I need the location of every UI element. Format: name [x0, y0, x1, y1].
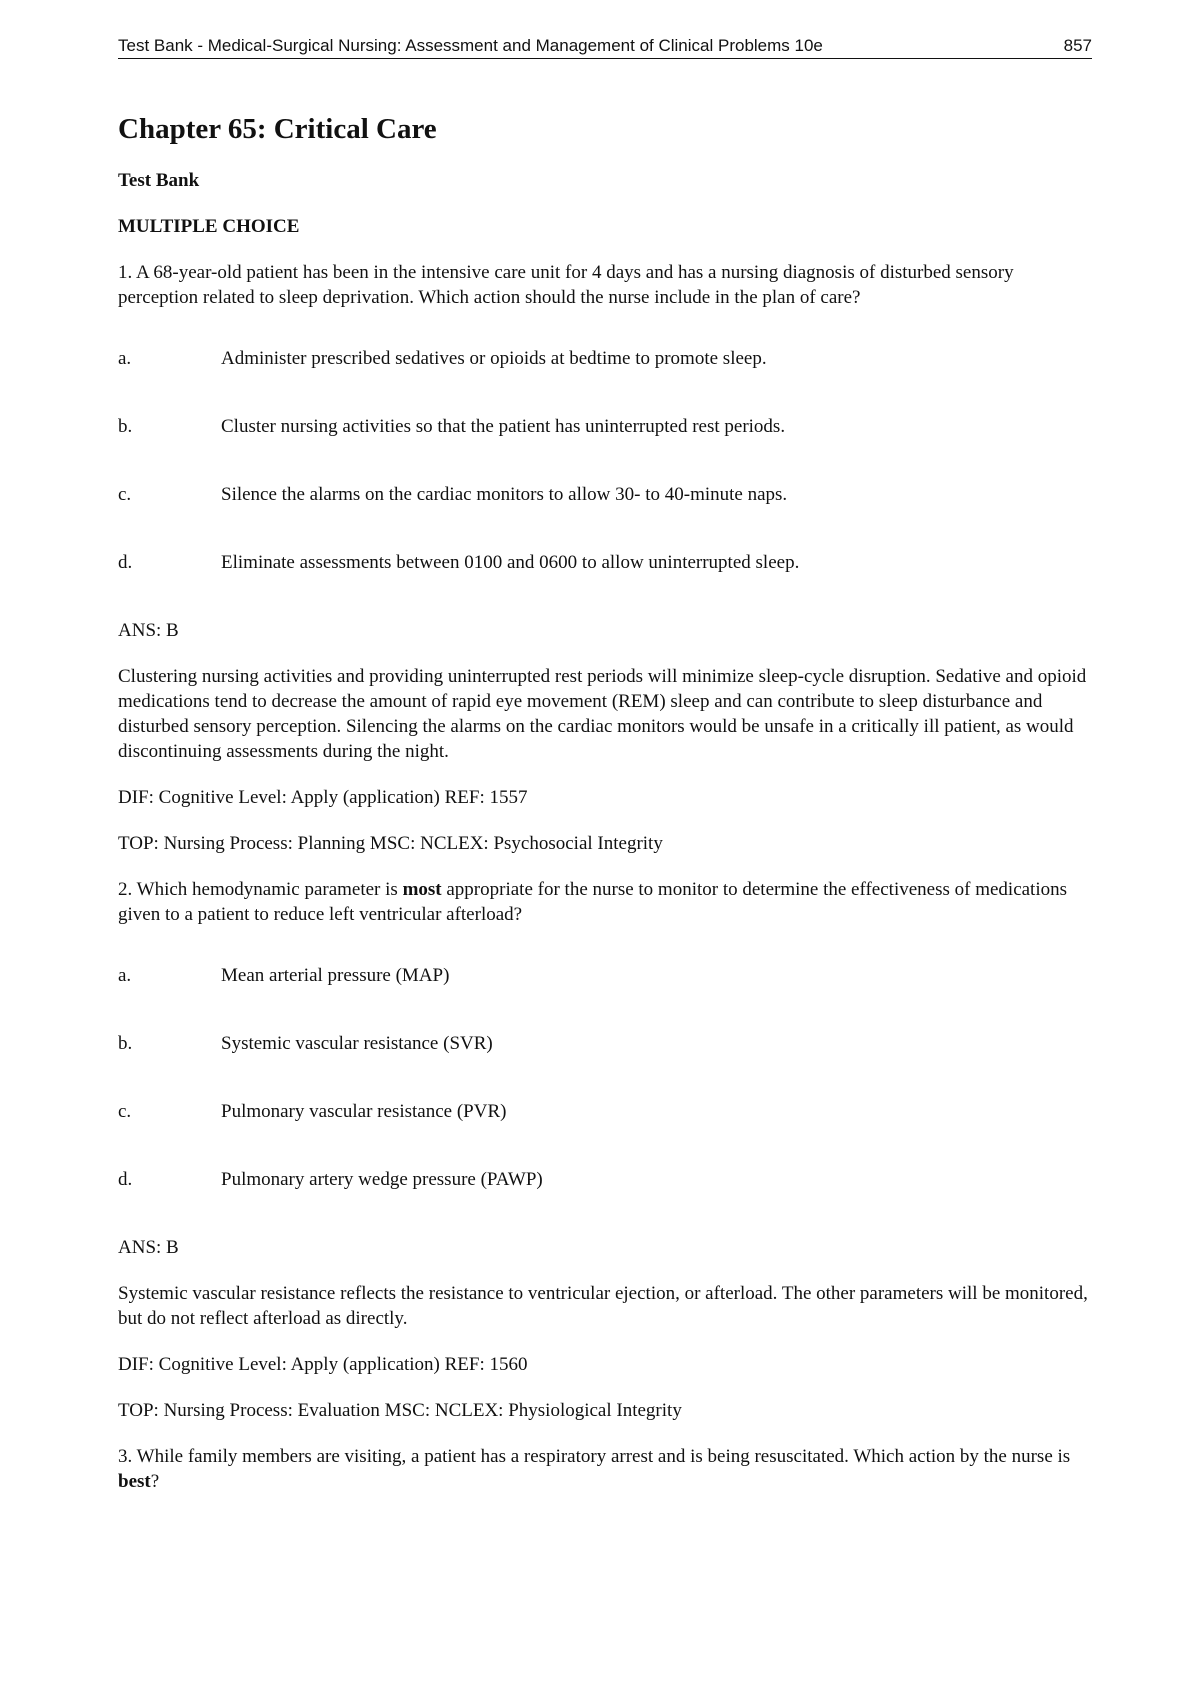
option-letter: d.	[118, 1169, 133, 1190]
topic-category: TOP: Nursing Process: Planning MSC: NCLEX: Psychosocial Integrity	[118, 833, 663, 854]
option-item	[118, 346, 1092, 371]
option-letter: c.	[118, 484, 132, 505]
option-text: Cluster nursing activities so that the patient has uninterrupted rest periods.	[221, 416, 786, 437]
option-letter: d.	[118, 552, 133, 573]
subtitle: Test Bank	[118, 170, 200, 191]
document-body	[118, 112, 1092, 1518]
answer-key: ANS: B	[118, 620, 179, 641]
option-item	[118, 550, 1092, 575]
option-text: Mean arterial pressure (MAP)	[221, 965, 450, 986]
option-letter: c.	[118, 1101, 132, 1122]
option-item	[118, 1099, 1092, 1124]
option-letter: b.	[118, 1033, 133, 1054]
question-stem: 1. A 68-year-old patient has been in the intensive care unit for 4 days and has a nursing diagnosis of disturbed sensory perception related to sleep deprivation. Which action should the nurse include in the plan of care?	[118, 262, 1014, 308]
stem-text: 3. While family members are visiting, a patient has a respiratory arrest and is being resuscitated. Which action by the nurse is	[118, 1446, 1071, 1467]
option-letter: a.	[118, 348, 132, 369]
option-text: Pulmonary artery wedge pressure (PAWP)	[221, 1169, 543, 1190]
header-title: Test Bank - Medical-Surgical Nursing: Assessment and Management of Clinical Problems 10e	[118, 36, 823, 55]
option-item	[118, 414, 1092, 439]
stem-text: appropriate for the nurse to monitor to determine the effectiveness of medications given to a patient to reduce left ventricular afterload?	[118, 879, 1068, 925]
question-block-3	[118, 1444, 1092, 1494]
topic-category: TOP: Nursing Process: Evaluation MSC: NCLEX: Physiological Integrity	[118, 1400, 682, 1421]
running-header	[118, 36, 1092, 59]
rationale: Systemic vascular resistance reflects the resistance to ventricular ejection, or afterload. The other parameters will be monitored, but do not reflect afterload as directly.	[118, 1283, 1088, 1329]
document-page	[118, 0, 1092, 1698]
option-list	[118, 951, 1092, 1192]
answer-key: ANS: B	[118, 1237, 179, 1258]
question-block-2	[118, 877, 1092, 1423]
option-letter: b.	[118, 416, 133, 437]
difficulty-reference: DIF: Cognitive Level: Apply (application) REF: 1560	[118, 1354, 528, 1375]
stem-text: 2. Which hemodynamic parameter is	[118, 879, 403, 900]
option-item	[118, 482, 1092, 507]
question-stem	[118, 877, 1092, 927]
stem-emphasis: best	[118, 1471, 151, 1492]
question-stem	[118, 1444, 1092, 1494]
stem-text: ?	[150, 1471, 160, 1492]
rationale: Clustering nursing activities and providing uninterrupted rest periods will minimize sleep-cycle disruption. Sedative and opioid medications tend to decrease the amount of rapid eye movement (REM) sleep and can contribute to sleep disturbance and disturbed sensory perception. Silencing the alarms on the cardiac monitors would be unsafe in a critically ill patient, as would discontinuing assessments during the night.	[118, 666, 1087, 762]
section-label: MULTIPLE CHOICE	[118, 216, 300, 237]
option-item	[118, 1031, 1092, 1056]
stem-emphasis: most	[402, 879, 442, 900]
page-number: 857	[1063, 36, 1092, 55]
chapter-title: Chapter 65: Critical Care	[118, 113, 437, 145]
option-text: Pulmonary vascular resistance (PVR)	[221, 1101, 507, 1122]
option-item	[118, 1167, 1092, 1192]
option-text: Administer prescribed sedatives or opioids at bedtime to promote sleep.	[221, 348, 767, 369]
option-text: Silence the alarms on the cardiac monitors to allow 30- to 40-minute naps.	[221, 484, 788, 505]
option-text: Systemic vascular resistance (SVR)	[221, 1033, 493, 1054]
option-item	[118, 963, 1092, 988]
question-block-1	[118, 260, 1092, 856]
option-text: Eliminate assessments between 0100 and 0600 to allow uninterrupted sleep.	[221, 552, 800, 573]
difficulty-reference: DIF: Cognitive Level: Apply (application) REF: 1557	[118, 787, 528, 808]
option-letter: a.	[118, 965, 132, 986]
option-list	[118, 334, 1092, 575]
